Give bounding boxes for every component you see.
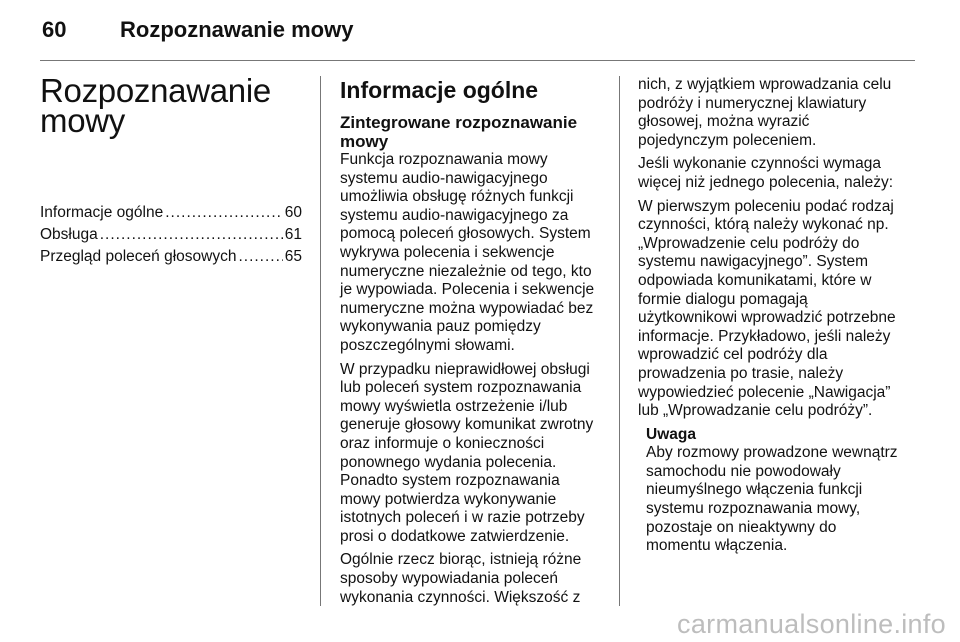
column-divider [619, 76, 620, 606]
header-rule [40, 60, 915, 61]
section-heading: Informacje ogólne [340, 77, 539, 103]
toc-entry-page: 65 [284, 248, 302, 265]
subsection-heading: Zintegrowane rozpoznawanie mowy [340, 113, 578, 151]
paragraph: nich, z wyjątkiem wprowadzania celu podróży i numerycznej klawiatury głosowej, można wyrazić pojedynczym poleceniem. [638, 76, 892, 149]
toc-entry-label: Informacje ogólne [40, 204, 164, 221]
toc-leader-dots [238, 246, 282, 267]
toc-entry-obsluga[interactable] [40, 224, 302, 245]
page-number: 60 [42, 17, 67, 42]
toc-entry-informacje-ogolne[interactable] [40, 202, 302, 223]
chapter-title-line2: mowy [40, 102, 125, 139]
watermark: carmanualsonline.info [677, 609, 946, 639]
column-divider [320, 76, 321, 606]
toc-leader-dots [100, 224, 283, 245]
chapter-title-line1: Rozpoznawanie [40, 72, 271, 109]
paragraph: Jeśli wykonanie czynności wymaga więcej niż jednego polecenia, należy: [638, 155, 894, 191]
toc-entry-page: 60 [284, 204, 302, 221]
paragraph: W przypadku nieprawidłowej obsługi lub poleceń system rozpoznawania mowy wyświetla ostrzeżenie i/lub generuje głosowy komunikat zwrotny oraz informuje o konieczności ponownego wydania polecenia. Ponadto system rozpoznawania mowy potwierdza wykonywanie istotnych poleceń i w razie potrzeby prosi o dodatkowe zatwierdzenie. [340, 360, 594, 545]
right-column [638, 76, 904, 561]
page-header [0, 0, 960, 60]
toc-entry-label: Przegląd poleceń głosowych [40, 248, 237, 265]
chapter-title [40, 72, 302, 139]
middle-column [340, 76, 602, 612]
note-title: Uwaga [646, 425, 696, 443]
paragraph: W pierwszym poleceniu podać rodzaj czynności, którą należy wykonać np. „Wprowadzenie celu podróży do systemu nawigacyjnego”. System odpowiada komunikatami, które w formie dialogu pomagają użytkownikowi wprowadzić potrzebne informacje. Przykładowo, jeśli należy wprowadzić cel podróży dla prowadzenia po trasie, należy wypowiedzieć polecenie „Nawigacja” lub „Wprowadzanie celu podróży”. [638, 197, 896, 420]
note-box [638, 426, 904, 556]
chapter-column [40, 72, 302, 268]
paragraph: Funkcja rozpoznawania mowy systemu audio-nawigacyjnego umożliwia obsługę różnych funkcji systemu audio-nawigacyjnego za pomocą poleceń głosowych. System wykrywa polecenia i sekwencje numeryczne niezależnie od tego, kto je wypowiada. Polecenia i sekwencje numeryczne można wypowiadać bez wykonywania pauz pomiędzy poszczególnymi słowami. [340, 151, 595, 354]
note-text: Aby rozmowy prowadzone wewnątrz samochodu nie powodowały nieumyślnego włączenia funkcji systemu rozpoznawania mowy, pozostaje on nieaktywny do momentu włączenia. [646, 444, 898, 555]
table-of-contents [40, 202, 302, 267]
toc-leader-dots [165, 202, 283, 223]
paragraph: Ogólnie rzecz biorąc, istnieją różne sposoby wypowiadania poleceń wykonania czynności. Większość z [340, 551, 582, 606]
toc-entry-page: 61 [284, 226, 302, 243]
toc-entry-label: Obsługa [40, 226, 98, 243]
toc-entry-przeglad-polecen[interactable] [40, 246, 302, 267]
running-title: Rozpoznawanie mowy [120, 17, 354, 42]
